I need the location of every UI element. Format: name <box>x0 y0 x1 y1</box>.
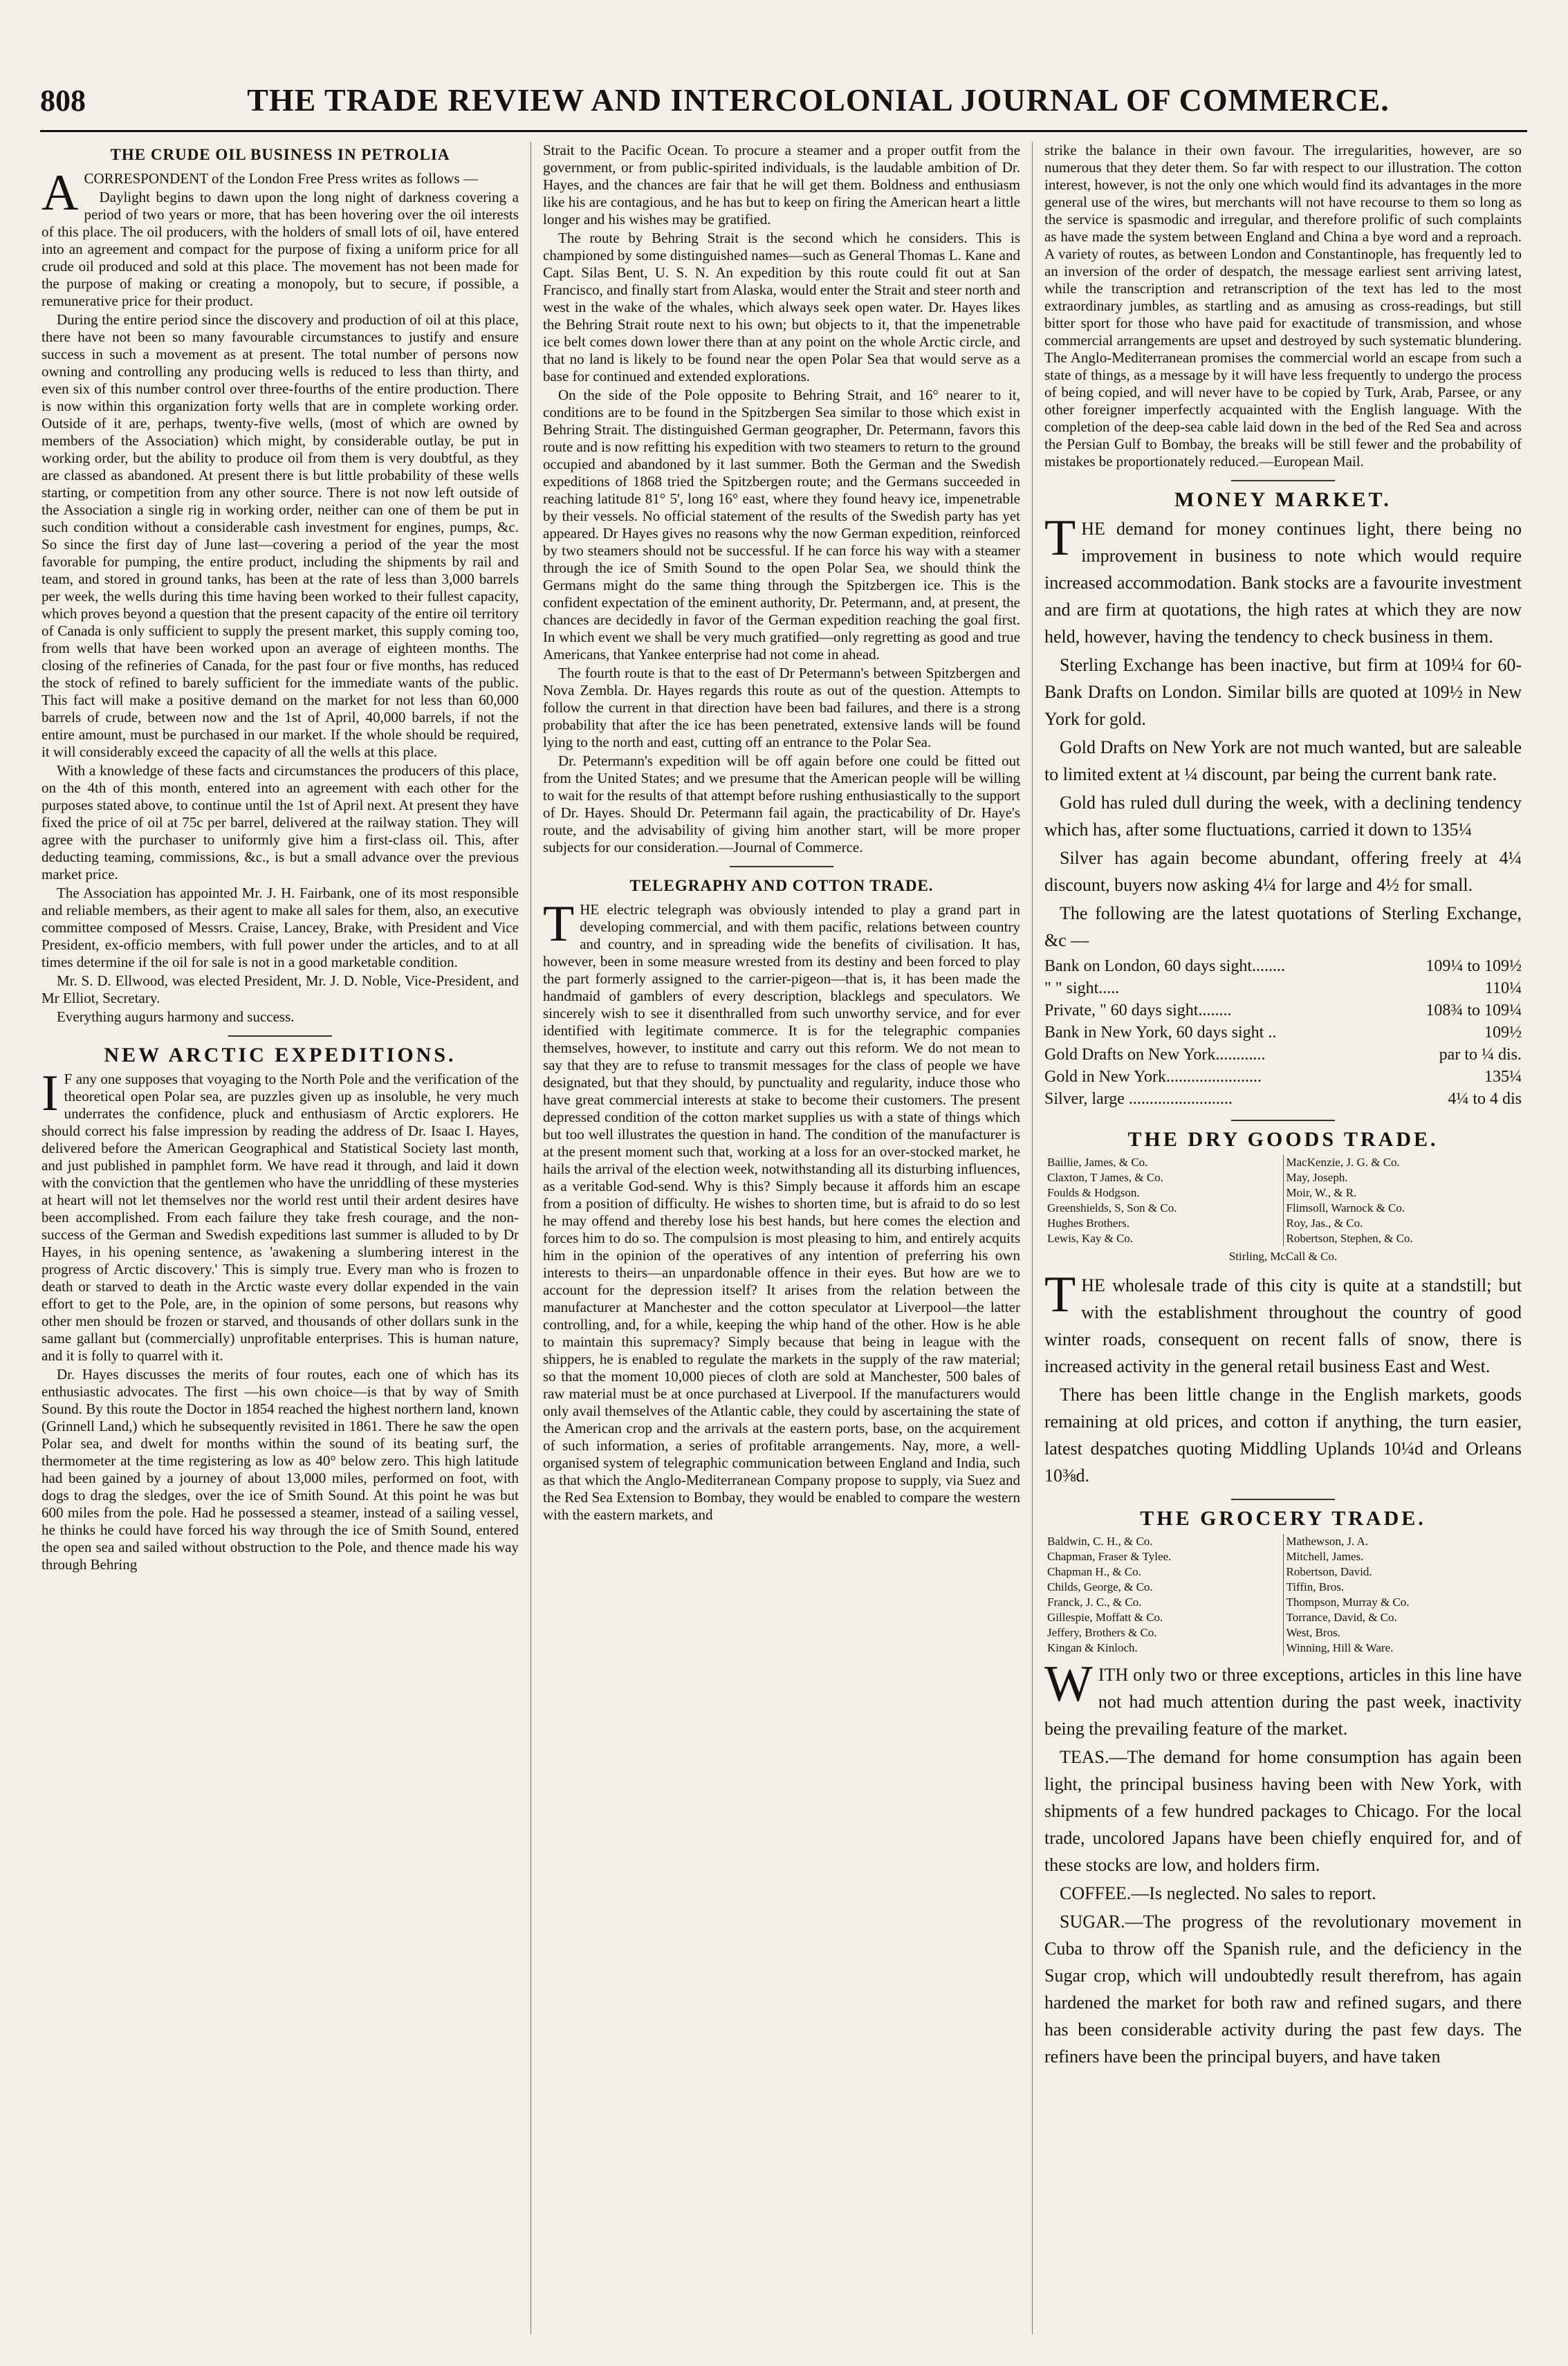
firm-name: Gillespie, Moffatt & Co. <box>1044 1610 1283 1625</box>
article-telegraphy-continued <box>1044 142 1522 470</box>
section-divider <box>730 866 833 867</box>
paragraph: I F any one supposes that voyaging to the North Pole and the verification of the theoretical open Polar sea, are puzzles given up as insoluble, he very much underrates the confidence, pluck and enthusiasm of Arctic explorers. He should correct his false impression by reading the address of Dr. Isaac I. Hayes, delivered before the American Geographical and Statistical Society last month, and just published in pamphlet form. We have read it through, and laid it down with the conviction that the gentlemen who have the unriddling of these mysteries at heart will not let themselves nor the world rest until their ardent desires have been accomplished. From each failure they take fresh courage, and the non-success of the German and Swedish expeditions last summer is alluded to by Dr Hayes, in his opening sentence, as 'awakening a slumbering interest in the progress of Arctic discovery.' This is simply true. Every man who is frozen to death or starved to death in the Arctic waste every dollar expended in the vain effort to get to the Pole, are, in the opinion of some persons, but reasons why other men should be frozen or starved, and thousands of other dollars sunk in the same gallant but (commercially) unprofitable enterprises. This is human nature, and it is folly to quarrel with it. <box>41 1065 519 1364</box>
paragraph: Everything augurs harmony and success. <box>57 1008 295 1025</box>
firm-row <box>1044 1564 1522 1580</box>
firm-name: Lewis, Kay & Co. <box>1044 1231 1283 1246</box>
section-money-market <box>1044 488 1522 1110</box>
firm-name: Tiffin, Bros. <box>1286 1580 1345 1593</box>
firm-list <box>1044 1534 1522 1656</box>
firm-name: Mitchell, James. <box>1286 1550 1364 1563</box>
firm-name: Torrance, David, & Co. <box>1286 1611 1397 1624</box>
section-divider <box>228 1035 332 1037</box>
quote-value: 135¼ <box>1484 1068 1522 1086</box>
article-title: TELEGRAPHY AND COTTON TRADE. <box>629 877 934 894</box>
article-arctic-expeditions <box>41 1046 519 1573</box>
firm-row <box>1044 1155 1522 1170</box>
paragraph: Dr. Petermann's expedition will be off again before one could be fitted out from the United States; and we presume that the American people will be willing to wait for the results of that attempt before rushing enthusiastically to the support of Dr. Hayes. Should Dr. Petermann fail again, the practicability of Dr. Haye's route, and the advisability of giving him another start, will be more proper subjects for our consideration.—Journal of Commerce. <box>543 752 1020 856</box>
firm-name: MacKenzie, J. G. & Co. <box>1286 1156 1400 1169</box>
drop-cap: W <box>1044 1656 1093 1712</box>
firm-name: Roy, Jas., & Co. <box>1286 1217 1363 1230</box>
column-3 <box>1044 142 1522 2338</box>
firm-name: Robertson, David. <box>1286 1565 1372 1578</box>
quote-row <box>1044 1088 1522 1110</box>
paragraph: The Association has appointed Mr. J. H. Fairbank, one of its most responsible and reliable members, as their agent to make all sales for them, also, an executive committee composed of Messrs. Craise, Lancey, Brake, with President and Vice President, ex-officio members, with full power under the articles, and to at all times determine if the oil for sale is not in a good marketable condition. <box>41 885 519 970</box>
article-arctic-continued <box>543 142 1020 856</box>
firm-name: Claxton, T James, & Co. <box>1044 1170 1283 1185</box>
firm-row <box>1044 1595 1522 1610</box>
paragraph: Gold Drafts on New York are not much wanted, but are saleable to limited extent at ¼ discount, par being the current bank rate. <box>1044 737 1522 784</box>
article-title: NEW ARCTIC EXPEDITIONS. <box>104 1044 456 1066</box>
firm-name: Baldwin, C. H., & Co. <box>1044 1534 1283 1549</box>
paragraph: strike the balance in their own favour. The irregularities, however, are so numerous that they deter them. So far with respect to our illustration. The cotton interest, however, is not the only one which would find its advantages in the more general use of the wires, but merchants will not have recourse to them so long as the service is spasmodic and irregular, and therefore prolific of such complaints as have made the system between England and China a bye word and a reproach. A variety of routes, as between London and Constantinople, has frequently led to an inversion of the order of despatch, the message earliest sent arriving latest, while the transcription and retranscription of the text has led to the most extraordinary jumbles, as startling and as amusing as cross-readings, but still bitter sport for those who have paid for exactitude of transmission, and whose commercial arrangements are upset and destroyed by such systematic blundering. The Anglo-Mediterranean promises the commercial world an escape from such a state of things, as a message by it will have less frequently to undergo the process of being copied, and will never have to be copied by Turk, Arab, Parsee, or any other foreigner imperfectly acquainted with the English language. With the completion of the deep-sea cable laid down in the bed of the Red Sea and across the Persian Gulf to Bombay, the breaks will be still fewer and the probability of mistakes be proportionately reduced.—European Mail. <box>1044 142 1522 470</box>
firm-name: Jeffery, Brothers & Co. <box>1044 1625 1283 1641</box>
firm-name: Mathewson, J. A. <box>1286 1535 1369 1548</box>
firm-name: Foulds & Hodgson. <box>1044 1185 1283 1201</box>
quote-label: Silver, large ......................... <box>1044 1090 1233 1108</box>
quote-value: 4¼ to 4 dis <box>1448 1090 1522 1108</box>
exchange-quotes-table <box>1044 955 1522 1110</box>
section-grocery <box>1044 1507 1522 2070</box>
quote-row <box>1044 999 1522 1022</box>
quote-row <box>1044 1022 1522 1044</box>
paragraph: Daylight begins to dawn upon the long night of darkness covering a period of two years or more, that has been hovering over the oil interests of this place. The oil producers, with the holders of small lots of oil, have entered into an agreement and compact for the purpose of fixing a uniform price for all crude oil produced and sold at this place. The movement has not been made for the purpose of making or creating a monopoly, but to secure, if possible, a remunerative price for their product. <box>41 189 519 309</box>
firm-row <box>1044 1610 1522 1625</box>
page-number: 808 <box>40 84 86 118</box>
paragraph: Silver has again become abundant, offering freely at 4¼ discount, buyers now asking 4¼ for large and 4½ for small. <box>1044 848 1522 895</box>
paragraph: SUGAR.—The progress of the revolutionary movement in Cuba to throw off the Spanish rule, and the deficiency in the Sugar crop, which will undoubtedly result therefrom, has again hardened the market for both raw and refined sugars, and there has been considerable activity during the past few days. The refiners have been the principal buyers, and have taken <box>1044 1912 1522 2067</box>
article-title: THE CRUDE OIL BUSINESS IN PETROLIA <box>110 146 450 163</box>
firm-name: Childs, George, & Co. <box>1044 1580 1283 1595</box>
paragraph: T HE electric telegraph was obviously intended to play a grand part in developing commercial, and with them pacific, relations between country and country, and in spreading wide the benefits of civilisation. It has, however, been in some measure wrested from its destiny and been forced to play the part formerly assigned to the carrier-pigeon—that is, it has been made the handmaid of gamblers of every description, blacklegs and speculators. We sincerely wish to see it disenthralled from such unworthy service, and for ever identified with legitimate commerce. It is for the telegraphic companies themselves, however, to institute and carry out this reform. We do not mean to say that they are to refuse to transmit messages for the class of people we have designated, but that they should, by punctuality and regularity, induce those who have great commercial interests at stake to become their customers. The present depressed condition of the cotton market supplies us with a state of things which but too well illustrates the question in hand. The condition of the manufacturer is at the present moment such that, working at a loss for an over-stocked market, he hails the arrival of the election week, notwithstanding all its disturbing influences, as a veritable God-send. Why is this? Simply because it affords him an escape from a position of difficulty. He wishes to shorten time, but is afraid to do so lest he may offend and thereby lose his best hands, but here comes the election and forces him to do so. The compulsion is most pleasing to him, and entirely acquits him in the opinion of the operatives of any intention of preferring his own interests to theirs—an unpardonable offence in their eyes. But how are we to account for the depression itself? It arises from the relation between the manufacturer at Manchester and the cotton speculator at Liverpool—the latter controlling, and, for a while, keeping the whip hand of the other. How is he able to maintain this supremacy? Simply because that being in league with the shippers, he is enabled to regulate the markets in the supply of the raw material; so that the moment 10,000 pieces of cloth are sold at Manchester, 500 bales of raw material must be at once purchased at Liverpool. If the manufacturers would only avail themselves of the Atlantic cable, they could by ascertaining the state of the American crop and the arrivals at the eastern ports, base, on the acquirement of such information, a series of profitable arrangements. Nay, more, a well-organised system of telegraphic communication between England and India, such as that which the Anglo-Mediterranean Company propose to supply, via Suez and the Red Sea Extension to Bombay, they would be enabled to compare the western with the eastern markets, and <box>543 896 1020 1523</box>
firm-name: Chapman H., & Co. <box>1044 1564 1283 1580</box>
firm-name: May, Joseph. <box>1286 1171 1348 1184</box>
section-title: THE GROCERY TRADE. <box>1140 1507 1426 1530</box>
quote-value: 108¾ to 109¼ <box>1426 1001 1522 1019</box>
firm-row <box>1044 1625 1522 1641</box>
quote-value: par to ¼ dis. <box>1439 1046 1522 1064</box>
quote-label: Private, " 60 days sight........ <box>1044 1001 1232 1019</box>
quote-row <box>1044 955 1522 977</box>
article-telegraphy <box>543 877 1020 1524</box>
firm-row <box>1044 1231 1522 1246</box>
quote-label: Bank in New York, 60 days sight .. <box>1044 1024 1277 1042</box>
firm-list-note: Stirling, McCall & Co. <box>1228 1250 1338 1263</box>
article-crude-oil <box>41 146 519 1026</box>
paragraph: With a knowledge of these facts and circumstances the producers of this place, on the 4th of this month, entered into an agreement with each other for the purposes stated above, to continue until the 1st of April next. At present they have fixed the price of oil at 75c per barrel, delivered at the railway station. They will agree with the purchaser to uniformly give him a first-class oil. This, after deducting teaming, commissions, &c., is but a small advance over the previous market price. <box>41 762 519 882</box>
drop-cap: T <box>543 896 575 952</box>
paragraph: T HE wholesale trade of this city is quite at a standstill; but with the establishment throughout the country of good winter roads, consequent on recent falls of snow, there is increased activity in the general retail business East and West. <box>1044 1266 1522 1376</box>
quote-label: Bank on London, 60 days sight........ <box>1044 957 1285 975</box>
firm-row <box>1044 1534 1522 1549</box>
section-title: THE DRY GOODS TRADE. <box>1127 1128 1439 1151</box>
firm-row <box>1044 1641 1522 1656</box>
drop-cap: T <box>1044 510 1076 566</box>
section-divider <box>1231 1499 1335 1500</box>
firm-row <box>1044 1170 1522 1185</box>
quote-label: Gold Drafts on New York............ <box>1044 1046 1266 1064</box>
paragraph: There has been little change in the English markets, goods remaining at old prices, and cotton if anything, the turn easier, latest despatches quoting Middling Uplands 10¼d and Orleans 10⅜d. <box>1044 1385 1522 1486</box>
quote-value: 110¼ <box>1484 979 1522 997</box>
drop-cap: A <box>41 165 79 221</box>
paragraph: T HE demand for money continues light, there being no improvement in business to note which would require increased accommodation. Bank stocks are a favourite investment and are firm at quotations, the high rates at which they are now held, however, having the tendency to check business in them. <box>1044 510 1522 647</box>
paragraph: Strait to the Pacific Ocean. To procure a steamer and a proper outfit from the government, or from public-spirited individuals, is the laudable ambition of Dr. Hayes, and the chances are fair that he will get them. Boldness and enthusiasm like his are contagious, and he has but to keep on firing the American heart a little longer and his wishes may be gratified. <box>543 142 1020 228</box>
section-divider <box>1231 1120 1335 1121</box>
firm-name: West, Bros. <box>1286 1626 1340 1639</box>
firm-name: Franck, J. C., & Co. <box>1044 1595 1283 1610</box>
paragraph: The fourth route is that to the east of Dr Petermann's between Spitzbergen and Nova Zembla. Dr. Hayes regards this route as out of the question. Attempts to follow the current in that direction have been bad failures, and there is a strong probability that after the ice has been penetrated, extensive lands will be found lying to the north and east, cutting off an entrance to the Polar Sea. <box>543 665 1020 750</box>
column-1 <box>41 142 519 2338</box>
paragraph: COFFEE.—Is neglected. No sales to report. <box>1060 1883 1376 1903</box>
firm-name: Baillie, James, & Co. <box>1044 1155 1283 1170</box>
column-2 <box>543 142 1020 2338</box>
firm-row <box>1044 1185 1522 1201</box>
firm-name: Hughes Brothers. <box>1044 1216 1283 1231</box>
running-title: THE TRADE REVIEW AND INTERCOLONIAL JOURNAL OF COMMERCE. <box>247 82 1390 118</box>
quote-row <box>1044 1066 1522 1088</box>
drop-cap: I <box>41 1065 59 1122</box>
quote-label: " " sight..... <box>1044 979 1120 997</box>
firm-name: Flimsoll, Warnock & Co. <box>1286 1201 1405 1214</box>
quote-label: Gold in New York....................... <box>1044 1068 1262 1086</box>
paragraph: Sterling Exchange has been inactive, but firm at 109¼ for 60-Bank Drafts on London. Similar bills are quoted at 109½ in New York for gold. <box>1044 655 1522 729</box>
section-dry-goods <box>1044 1128 1522 1489</box>
paragraph: Mr. S. D. Ellwood, was elected President, Mr. J. D. Noble, Vice-President, and Mr Elliot, Secretary. <box>41 972 519 1006</box>
paragraph: Dr. Hayes discusses the merits of four routes, each one of which has its enthusiastic advocates. The first —his own choice—is that by way of Smith Sound. By this route the Doctor in 1854 reached the highest northern land, known (Grinnell Land,) which he subsequently revisited in 1861. There he saw the open Polar sea, and dwelt for months within the sound of its beating surf, the thermometer at the time registering as low as 40° below zero. This high latitude had been gained by a journey of about 13,000 miles, performed on foot, with dogs to drag the sledges, over the ice of Smith Sound. At this point he was but 600 miles from the pole. Had he possessed a steamer, instead of a sailing vessel, he thinks he could have forced his way through the ice of Smith Sound, entered the open sea and sailed without obstruction to the Pole, and thence made his way through Behring <box>41 1366 519 1573</box>
paragraph: The following are the latest quotations of Sterling Exchange, &c — <box>1044 903 1522 950</box>
paragraph: TEAS.—The demand for home consumption has again been light, the principal business having been with New York, with shipments of a few hundred packages to Chicago. For the local trade, uncolored Japans have been chiefly enquired for, and of these stocks are low, and holders firm. <box>1044 1747 1522 1875</box>
firm-name: Robertson, Stephen, & Co. <box>1286 1232 1413 1245</box>
firm-name: Thompson, Murray & Co. <box>1286 1596 1410 1609</box>
section-divider <box>1231 480 1335 481</box>
firm-row <box>1044 1201 1522 1216</box>
running-head <box>40 82 1527 132</box>
paragraph: On the side of the Pole opposite to Behring Strait, and 16° nearer to it, conditions are to be found in the Spitzbergen Sea similar to those which exist in Behring Strait. The distinguished German geographer, Dr. Petermann, favors this route and is now refitting his expedition with two steamers to return to the ground occupied and abandoned by it last summer. Both the German and the Swedish expeditions of 1868 tried the Spitzbergen route; and the Germans succeeded in reaching latitude 81° 5', long 16° east, where they found heavy ice, impenetrable by their vessels. No official statement of the results of the Swedish party has yet appeared. Dr Hayes gives no reasons why the now German expedition, reinforced by two steamers should not be successful. If he can force his way with a steamer through the ice of Smith Sound to the open Polar Sea, we should think the Germans might do the same thing through the Spitzbergen ice. This is the confident expectation of the eminent authority, Dr. Petermann, and, at present, the chances are decidedly in favor of the German expedition reaching the goal first. In which event we shall be very much gratified—only regretting as good and true Americans, that Yankee enterprise had not come in ahead. <box>543 387 1020 663</box>
firm-list <box>1044 1155 1522 1246</box>
quote-value: 109½ <box>1484 1024 1522 1042</box>
quote-value: 109¼ to 109½ <box>1426 957 1522 975</box>
firm-name: Greenshields, S, Son & Co. <box>1044 1201 1283 1216</box>
paragraph: Gold has ruled dull during the week, with a declining tendency which has, after some fluctuations, carried it down to 135¼ <box>1044 793 1522 840</box>
section-title: MONEY MARKET. <box>1174 488 1392 511</box>
article-intro: A CORRESPONDENT of the London Free Press writes as follows — <box>41 165 478 221</box>
firm-row <box>1044 1216 1522 1231</box>
firm-name: Winning, Hill & Ware. <box>1286 1641 1394 1654</box>
drop-cap: T <box>1044 1266 1076 1323</box>
quote-row <box>1044 977 1522 999</box>
quote-row <box>1044 1044 1522 1066</box>
firm-row <box>1044 1549 1522 1564</box>
column-rule-2 <box>1032 142 1033 2334</box>
firm-name: Moir, W., & R. <box>1286 1186 1357 1199</box>
firm-row <box>1044 1580 1522 1595</box>
paragraph: The route by Behring Strait is the second which he considers. This is championed by some distinguished names—such as General Thomas L. Kane and Capt. Silas Bent, U. S. N. An expedition by this route could fit out at San Francisco, and finally start from Alaska, would enter the Strait and steer north and west in the wake of the whales, which always seek open water. Dr. Hayes likes the Behring Strait route next to his own; but objects to it, that the impenetrable ice belt comes down lower there than at any point on the whole Arctic circle, and that no land is likely to be found near the open Polar Sea that would serve as a base for continued and extended explorations. <box>543 230 1020 385</box>
firm-name: Kingan & Kinloch. <box>1044 1641 1283 1656</box>
paragraph: W ITH only two or three exceptions, articles in this line have not had much attention during the past week, inactivity being the prevailing feature of the market. <box>1044 1656 1522 1739</box>
paragraph: During the entire period since the discovery and production of oil at this place, there have not been so many favourable circumstances to justify and ensure success in such a movement as at present. The total number of persons now owning and controlling any producing wells is reduced to less than thirty, and even six of this number control over three-fourths of the entire production. There is now within this organization forty wells that are in complete working order. Outside of it are, perhaps, twenty-five wells, (most of which are owned by members of the Association) which might, by considerable outlay, be put in working order, but the ability to produce oil from them is very doubtful, as they are classed as abandoned. At present there is but little probability of these wells starting, or competition from any other source. There is not now left outside of the Association a single rig in working order, neither can one of them be put in such condition without a considerable cash investment for engines, pumps, &c. So since the first day of June last—covering a period of the year the most favorable for pumping, the entire product, including the shipments by rail and team, and stored in ground tanks, has been at the rate of less than 3,000 barrels per week, the wells during this time having been worked to their fullest capacity, which proves beyond a question that the present capacity of the entire oil territory of Canada is only sufficient to supply the present market, this supply coming too, from wells that have been worked upon an average of eighteen months. The closing of the refineries of Canada, for the past four or five months, has reduced the stock of refined to barely sufficient for the immediate wants of the public. This fact will make a positive demand on the market for not less than 60,000 barrels of crude, between now and the 1st of April, 40,000 barrels, if not the entire amount, must be purchased in our market. If the whole should be required, it will considerably exceed the capacity of all the wells at this place. <box>41 311 519 760</box>
firm-name: Chapman, Fraser & Tylee. <box>1044 1549 1283 1564</box>
